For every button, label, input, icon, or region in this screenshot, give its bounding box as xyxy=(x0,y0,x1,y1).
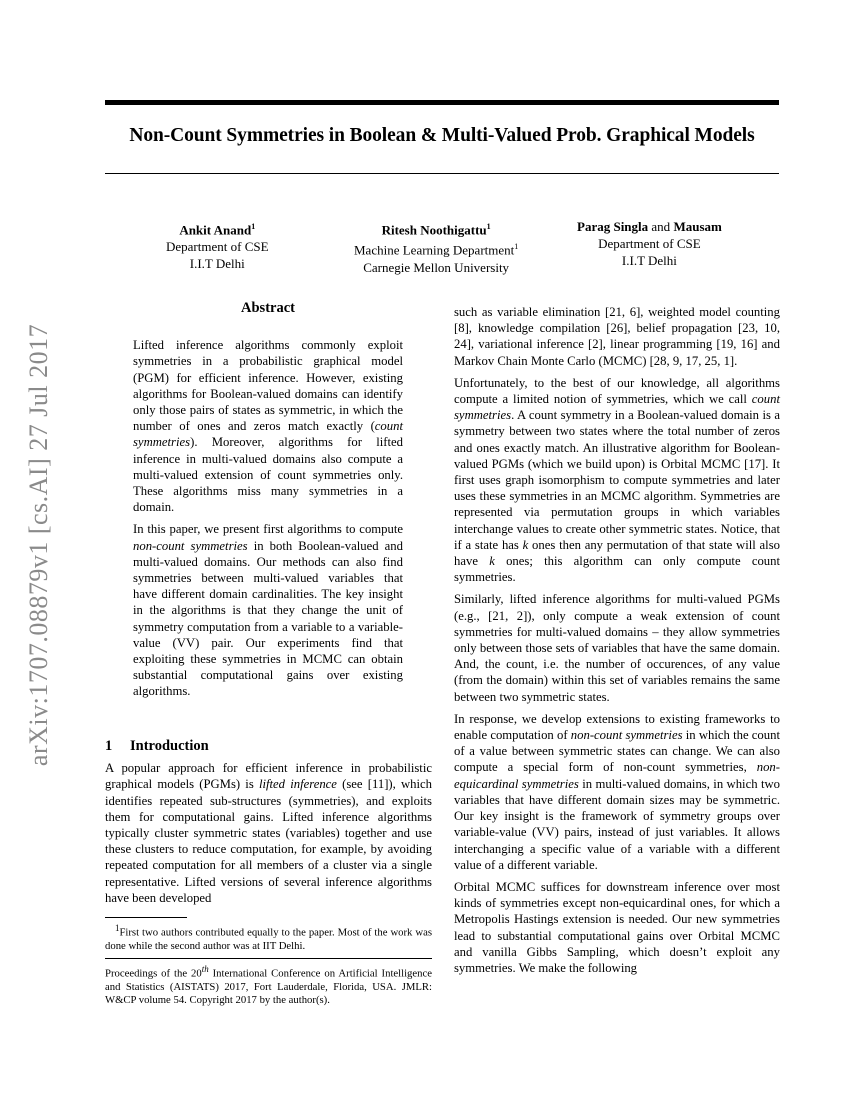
section-title: Introduction xyxy=(130,738,209,754)
author-institution: I.I.T Delhi xyxy=(621,253,677,268)
abstract-section xyxy=(133,300,403,706)
author-block-1 xyxy=(166,218,269,272)
body-paragraph: In response, we develop extensions to existing frameworks to enable computation of non-count symmetries in which the count of a value between symmetric states can change. We can also compute a special form of non-count symmetries, non-equicardinal symmetries in multi-valued domains, in which two variables that have different domain sizes may be symmetric. Our key insight is the framework of symmetry groups over variable-value (VV) pairs, instead of just variables. It allows interchanging a specific value of a variable with a different value of a different variable. xyxy=(454,711,780,872)
section-heading xyxy=(105,738,432,754)
author-department: Department of CSE xyxy=(166,239,269,255)
abstract-heading: Abstract xyxy=(241,300,295,316)
introduction-section xyxy=(105,738,432,912)
author-conjunction: and xyxy=(651,219,671,234)
proceedings-note: Proceedings of the 20th International Conference on Artificial Intelligence and Statistics (AISTATS) 2017, Fort Lauderdale, Florida, USA. JMLR: W&CP volume 54. Copyright 2017 by the author(s). xyxy=(105,964,432,1007)
body-paragraph: Similarly, lifted inference algorithms for multi-valued PGMs (e.g., [21, 2]), only compute a weak extension of count symmetries for multi-valued domains – they allow symmetries only between those sets of variables that have the same domain. And, the count, i.e. the number of occurences, of any value (from the domain) within this set of variables remains the same between two symmetric states. xyxy=(454,592,780,704)
body-paragraph: Orbital MCMC suffices for downstream inference over most kinds of symmetries except non-equicardinal ones, for which a Metropolis Hastings extension is needed. Our new symmetries lead to substantial computational gains over Orbital MCMC and vanilla Gibbs Sampling, which doesn’t exploit any symmetries. We make the following xyxy=(454,879,780,975)
author-name: Ritesh Noothigattu xyxy=(381,222,487,238)
author-department: Department of CSE xyxy=(598,236,701,251)
abstract-paragraph-2: In this paper, we present first algorithms to compute non-count symmetries in both Boolean-valued and multi-valued domains. Our methods can also find symmetries between multi-valued variables that have different domain cardinalities. The key insight in the algorithms is that they change the unit of symmetry computation from a variable to a variable-value (VV) pair. Our experiments find that exploiting these symmetries in MCMC can obtain substantial computational gains over existing algorithms. xyxy=(133,522,403,699)
intro-paragraph-1: A popular approach for efficient inference in probabilistic graphical models (PGMs) is lifted inference (see [11]), which identifies repeated sub-structures (symmetries), and exploits them for computational gains. Lifted inference algorithms typically cluster symmetric states (variables) together and use these clusters to reduce computation, for example, by avoiding repeated computation for all members of a cluster via a single representative. Lifted versions of several inference algorithms have been developed xyxy=(105,761,433,905)
footnote-mark: 1 xyxy=(115,923,120,933)
footnote-rule xyxy=(105,917,187,918)
author-name: Ankit Anand xyxy=(179,222,252,238)
footnote-text: First two authors contributed equally to the paper. Most of the work was done while the second author was at IIT Delhi. xyxy=(105,926,432,952)
paper-title: Non-Count Symmetries in Boolean & Multi-Valued Prob. Graphical Models xyxy=(129,125,755,146)
footnote xyxy=(105,922,432,953)
author-block-3 xyxy=(577,218,722,269)
author-block-2 xyxy=(354,218,518,276)
arxiv-identifier-stamp: arXiv:1707.08879v1 [cs.AI] 27 Jul 2017 xyxy=(24,323,53,767)
section-number: 1 xyxy=(105,738,113,754)
author-department: Machine Learning Department xyxy=(354,242,515,258)
body-paragraph: Unfortunately, to the best of our knowledge, all algorithms compute a limited notion of symmetries, which we call count symmetries. A count symmetry in a Boolean-valued domain is a symmetry between two states where the total number of zeros and ones exactly match. An illustrative algorithm for Boolean-valued PGMs (which we build upon) is Orbital MCMC [17]. It first uses graph isomorphism to compute symmetries and later uses these symmetries in an MCMC algorithm. Symmetries are represented via permutation groups in which variables interchange values to create other symmetric states. Notice, that if a state has k ones then any permutation of that state will also have k ones; this algorithm can only compute count symmetries. xyxy=(454,375,781,585)
title-rule-bottom xyxy=(105,173,779,174)
affiliation-mark: 1 xyxy=(251,222,256,231)
affiliation-mark: 1 xyxy=(486,222,491,231)
affiliation-mark: 1 xyxy=(514,242,519,252)
author-name: Parag Singla xyxy=(577,219,649,234)
proceedings-rule xyxy=(105,958,432,959)
author-name: Mausam xyxy=(673,219,722,234)
abstract-paragraph-1: Lifted inference algorithms commonly exploit symmetries in a probabilistic graphical model (PGM) for efficient inference. However, existing algorithms for Boolean-valued domains can identify only those pairs of states as symmetric, in which the number of ones and zeros match exactly (count symmetries). Moreover, algorithms for lifted inference in multi-valued domains also compute a multi-valued extension of count symmetries only. These algorithms miss many symmetries in a domain. xyxy=(133,338,403,515)
title-rule-top xyxy=(105,100,779,105)
author-institution: I.I.T Delhi xyxy=(189,256,245,272)
author-institution: Carnegie Mellon University xyxy=(363,259,510,275)
body-paragraph: such as variable elimination [21, 6], weighted model counting [8], knowledge compilation [26], belief propagation [23, 10, 24], variational inference [2], linear programming [19, 16] and Markov Chain Monte Carlo (MCMC) [28, 9, 17, 25, 1]. xyxy=(454,305,780,368)
right-column xyxy=(454,304,780,982)
